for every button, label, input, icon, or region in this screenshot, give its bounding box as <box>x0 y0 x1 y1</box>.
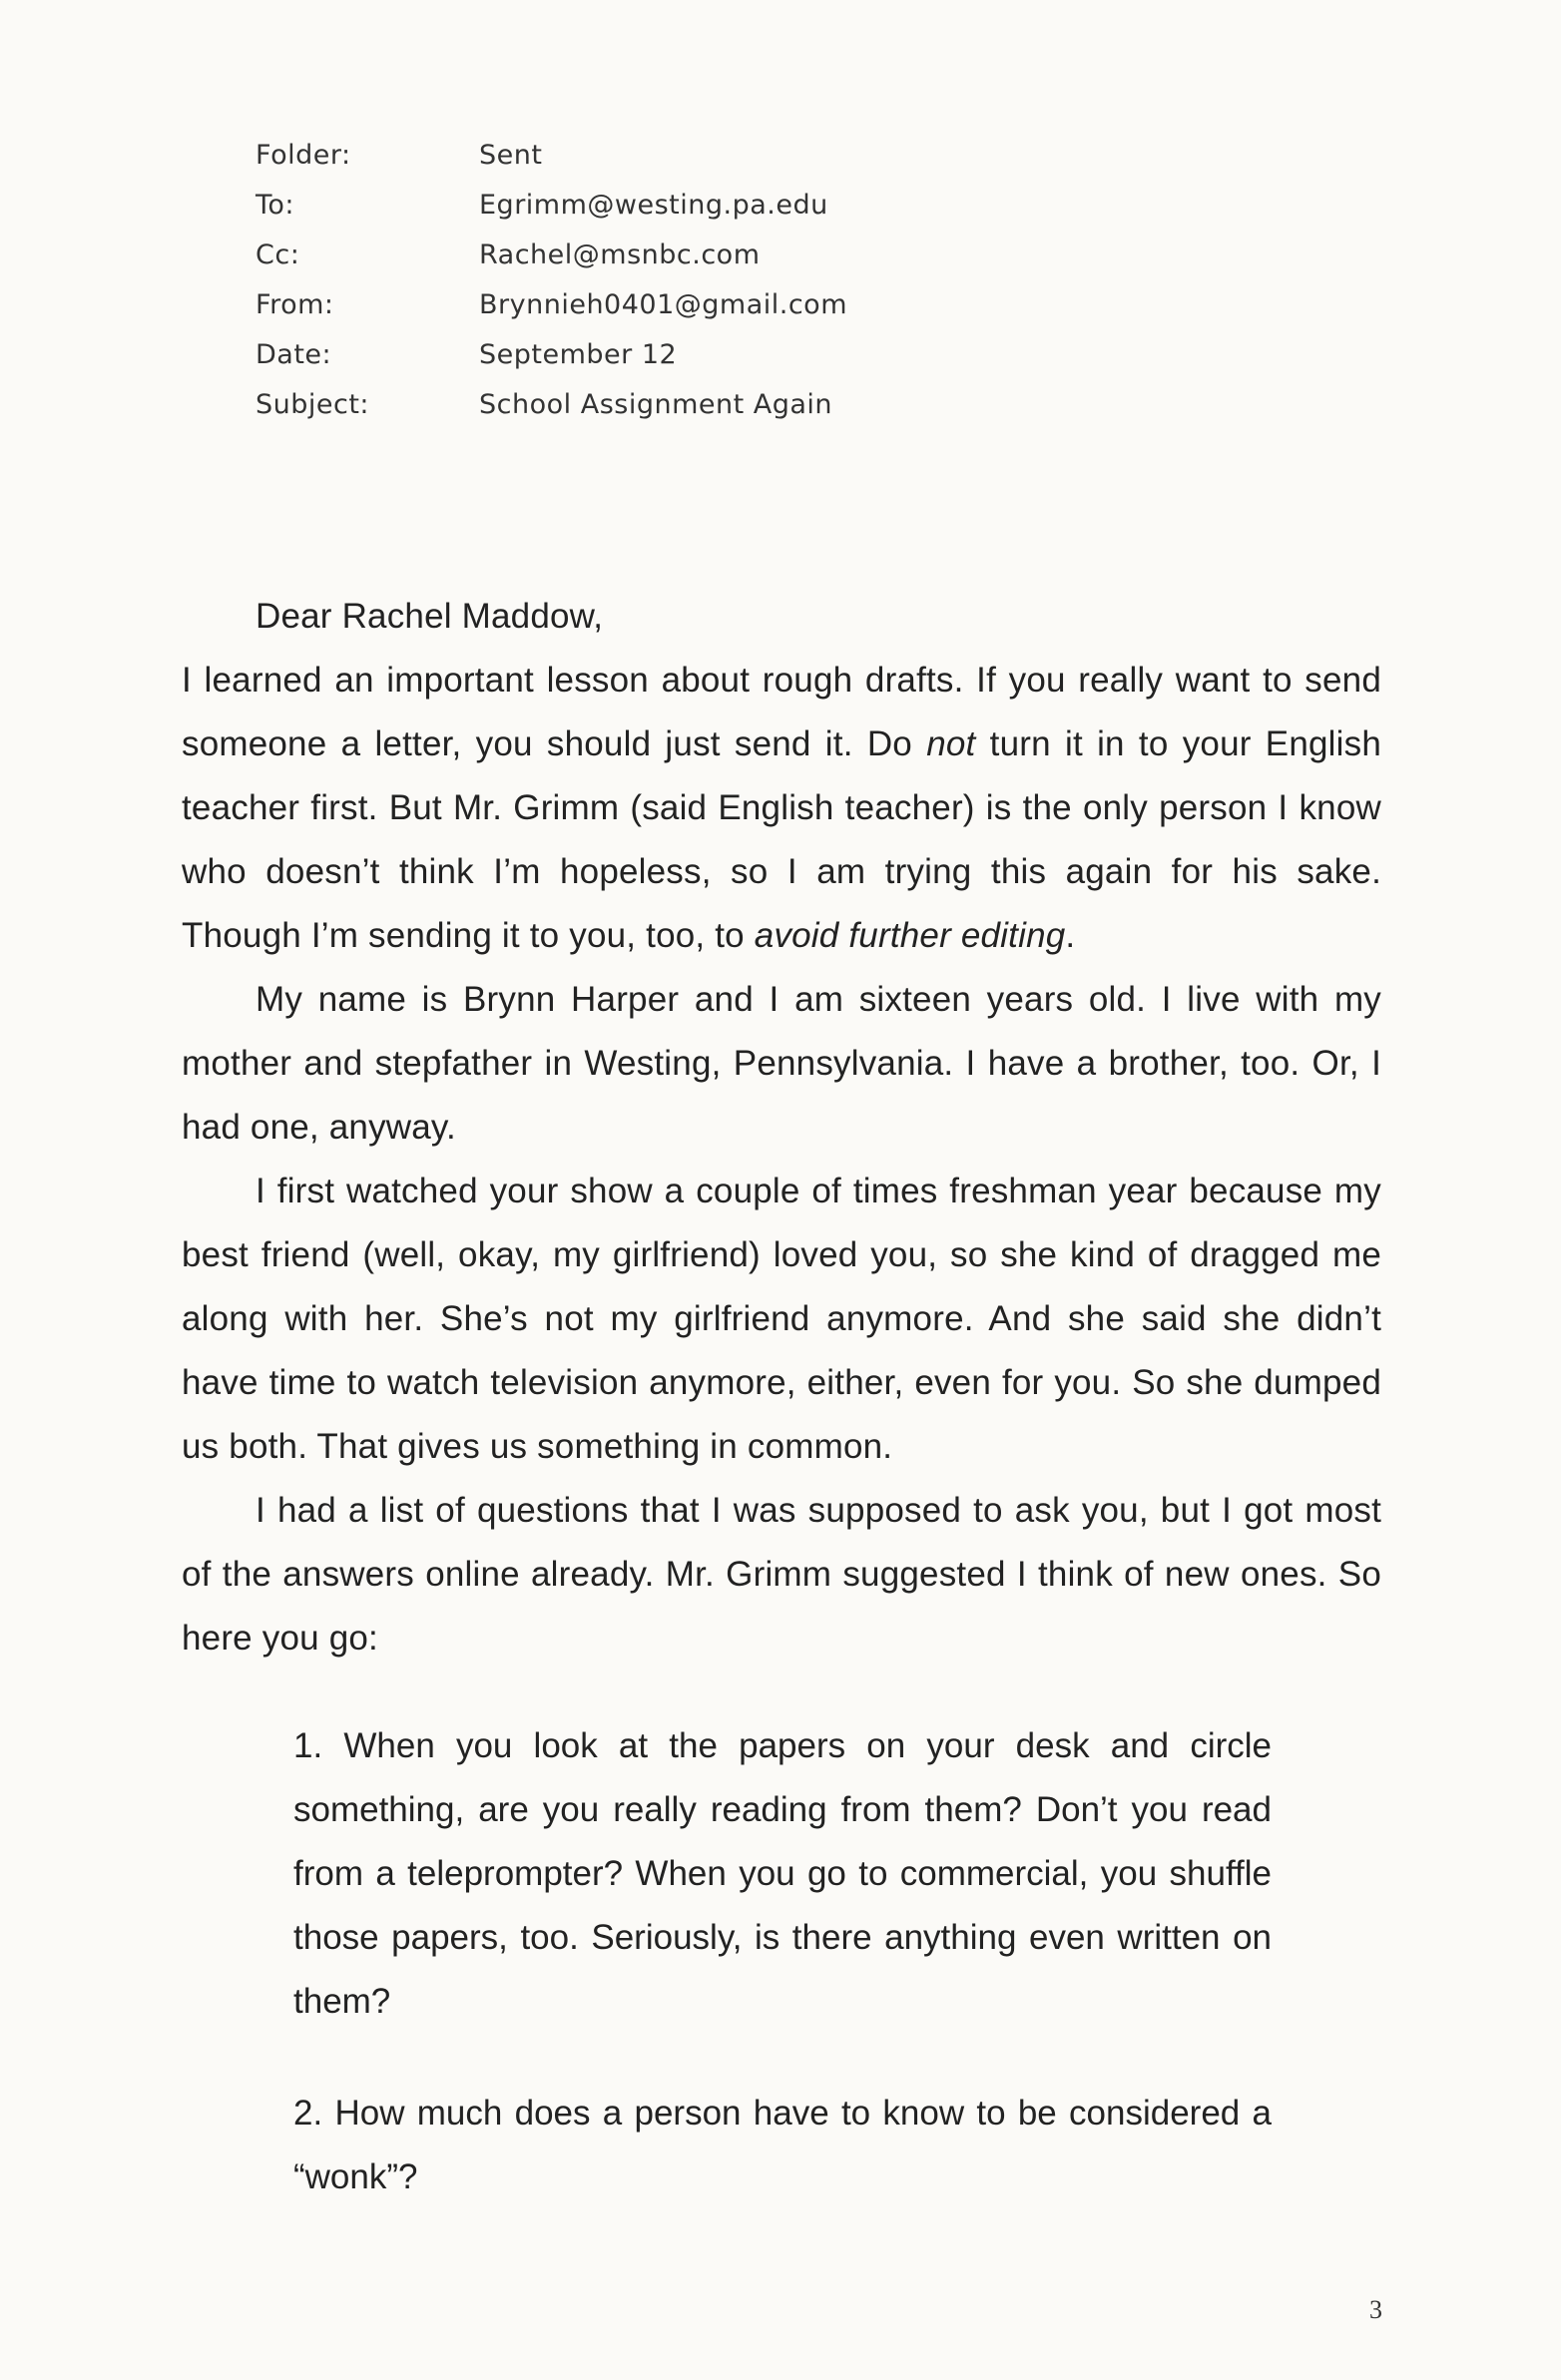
header-row-folder <box>256 131 1154 181</box>
header-label-date: Date: <box>256 339 332 370</box>
header-label-folder: Folder: <box>256 140 351 171</box>
salutation: Dear Rachel Maddow, <box>256 597 604 636</box>
email-header <box>256 131 1154 430</box>
header-value-to: Egrimm@westing.pa.edu <box>479 190 828 221</box>
header-row-to <box>256 181 1154 231</box>
header-value-from: Brynnieh0401@gmail.com <box>479 289 848 320</box>
question-2: 2. How much does a person have to know to be considered a “wonk”? <box>293 2094 1272 2196</box>
paragraph-1-text-a: I learned an important lesson about rough drafts. If you really want to send someone a letter, you should just send it. Do <box>182 661 1381 763</box>
header-label-from: From: <box>256 289 334 320</box>
header-value-subject: School Assignment Again <box>479 389 833 420</box>
question-list <box>293 1714 1272 2209</box>
header-value-cc: Rachel@msnbc.com <box>479 239 761 270</box>
paragraph-1-text-c: . <box>1065 916 1076 955</box>
paragraph-4: I had a list of questions that I was supposed to ask you, but I got most of the answers online already. Mr. Grimm suggested I think of new ones. So here you go: <box>182 1491 1381 1658</box>
header-label-to: To: <box>256 190 295 221</box>
question-1: 1. When you look at the papers on your desk and circle something, are you really reading from them? Don’t you read from a teleprompter? When you go to commercial, you shuffle those papers, too. Seriously, is there anything even written on them? <box>293 1726 1272 2021</box>
page-number: 3 <box>1369 2295 1382 2324</box>
header-row-cc <box>256 231 1154 280</box>
header-label-cc: Cc: <box>256 239 300 270</box>
header-value-folder: Sent <box>479 140 543 171</box>
paragraph-1-emphasis-editing: avoid further editing <box>754 916 1066 955</box>
header-row-date <box>256 330 1154 380</box>
header-label-subject: Subject: <box>256 389 370 420</box>
letter-body <box>182 585 1381 1670</box>
header-row-from <box>256 280 1154 330</box>
header-row-subject <box>256 380 1154 430</box>
paragraph-1-emphasis-not: not <box>926 724 976 763</box>
paragraph-2: My name is Brynn Harper and I am sixteen years old. I live with my mother and stepfather in Westing, Pennsylvania. I have a brother, too. Or, I had one, anyway. <box>182 980 1381 1147</box>
paragraph-1-text-b: turn it in to your English teacher first. But Mr. Grimm (said English teacher) is the only person I know who doesn’t think I’m hopeless, so I am trying this again for his sake. Though I’m sending it to you, too, to <box>182 724 1381 955</box>
paragraph-1 <box>182 649 1381 968</box>
header-value-date: September 12 <box>479 339 678 370</box>
paragraph-3: I first watched your show a couple of times freshman year because my best friend (well, okay, my girlfriend) loved you, so she kind of dragged me along with her. She’s not my girlfriend anymore. And she said she didn’t have time to watch television anymore, either, even for you. So she dumped us both. That gives us something in common. <box>182 1172 1381 1466</box>
